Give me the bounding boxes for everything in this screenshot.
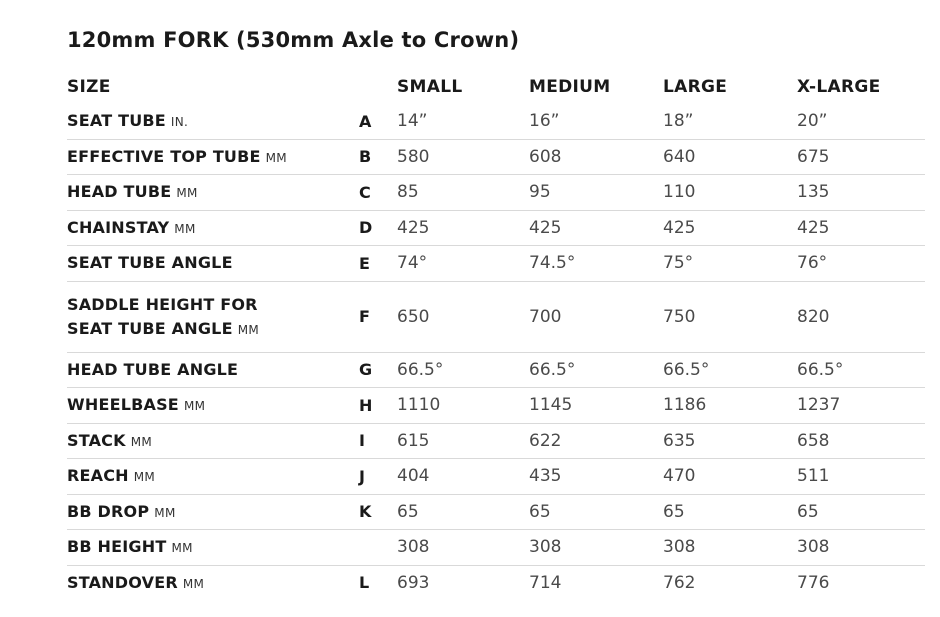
row-label: STANDOVER [67, 572, 178, 592]
value-x-large: 65 [797, 501, 819, 522]
value-large: 1186 [663, 395, 707, 416]
value-x-large: 776 [797, 572, 830, 593]
value-small: 65 [397, 501, 419, 522]
row-label: REACH [67, 466, 129, 486]
row-letter: K [359, 502, 372, 522]
row-unit: MM [171, 541, 193, 556]
row-unit: MM [182, 576, 205, 591]
table-row [67, 175, 925, 211]
value-x-large: 20” [797, 111, 828, 132]
table-row [67, 565, 925, 600]
value-medium: 308 [529, 537, 562, 558]
row-label: HEAD TUBE ANGLE [67, 359, 239, 379]
value-large: 65 [663, 501, 685, 522]
row-unit: MM [183, 399, 206, 414]
column-header-letter [359, 70, 397, 104]
row-label-cell [67, 104, 359, 139]
row-label-cell [67, 494, 359, 530]
value-small: 650 [397, 306, 430, 327]
value-medium: 622 [529, 430, 562, 451]
row-label: BB HEIGHT [67, 537, 167, 557]
row-label: STACK [67, 430, 126, 450]
table-row [67, 388, 925, 424]
row-label-cell [67, 565, 359, 600]
value-small: 404 [397, 466, 430, 487]
row-unit: MM [237, 322, 260, 337]
geometry-table [67, 70, 925, 600]
table-row [67, 246, 925, 282]
value-small: 580 [397, 146, 430, 167]
value-x-large: 658 [797, 430, 830, 451]
row-label-cell [67, 210, 359, 246]
value-medium: 608 [529, 146, 562, 167]
row-label: CHAINSTAY [67, 217, 170, 237]
row-label-cell [67, 281, 359, 352]
row-label: SADDLE HEIGHT FOR [67, 294, 258, 314]
value-large: 75° [663, 253, 694, 274]
table-row [67, 352, 925, 388]
column-header-small: SMALL [397, 77, 463, 97]
column-header-medium: MEDIUM [529, 77, 611, 97]
column-header-large: LARGE [663, 77, 728, 97]
row-unit: MM [130, 434, 153, 449]
value-large: 308 [663, 537, 696, 558]
row-label-cell [67, 246, 359, 282]
value-small: 615 [397, 430, 430, 451]
row-letter: J [359, 466, 365, 486]
value-medium: 714 [529, 572, 562, 593]
table-row [67, 104, 925, 139]
value-small: 74° [397, 253, 428, 274]
value-medium: 66.5° [529, 359, 576, 380]
value-medium: 74.5° [529, 253, 576, 274]
value-medium: 425 [529, 217, 562, 238]
row-letter: D [359, 218, 373, 238]
value-small: 308 [397, 537, 430, 558]
row-letter: A [359, 111, 372, 131]
value-large: 18” [663, 111, 694, 132]
value-x-large: 425 [797, 217, 830, 238]
row-letter: H [359, 395, 373, 415]
row-unit: MM [176, 186, 198, 201]
row-label-cell [67, 139, 359, 175]
row-letter: B [359, 147, 372, 167]
row-label-cell [67, 423, 359, 459]
row-label: BB DROP [67, 501, 150, 521]
table-row [67, 210, 925, 246]
value-large: 762 [663, 572, 696, 593]
row-label-cell [67, 352, 359, 388]
value-large: 470 [663, 466, 696, 487]
table-row [67, 459, 925, 495]
value-x-large: 675 [797, 146, 830, 167]
table-row [67, 281, 925, 352]
row-letter: F [359, 307, 370, 326]
row-unit: MM [174, 221, 196, 236]
page-title: 120mm FORK (530mm Axle to Crown) [67, 28, 520, 52]
table-row [67, 423, 925, 459]
row-letter: I [359, 431, 365, 451]
value-large: 66.5° [663, 359, 710, 380]
row-letter: L [359, 573, 370, 593]
value-large: 635 [663, 430, 696, 451]
table-row [67, 139, 925, 175]
value-medium: 16” [529, 111, 560, 132]
value-small: 85 [397, 182, 419, 203]
value-x-large: 135 [797, 182, 830, 203]
row-unit: IN. [170, 115, 189, 130]
table-header-row [67, 70, 925, 104]
row-label-cell [67, 530, 359, 566]
value-x-large: 511 [797, 466, 830, 487]
value-medium: 65 [529, 501, 551, 522]
row-label: WHEELBASE [67, 395, 179, 415]
row-unit: MM [133, 470, 156, 485]
value-medium: 435 [529, 466, 562, 487]
row-unit: MM [154, 505, 176, 520]
value-small: 693 [397, 572, 430, 593]
value-medium: 1145 [529, 395, 573, 416]
value-large: 110 [663, 182, 696, 203]
table-row [67, 494, 925, 530]
row-label: EFFECTIVE TOP TUBE [67, 146, 261, 166]
row-label: SEAT TUBE [67, 111, 166, 131]
value-small: 1110 [397, 395, 441, 416]
column-header-x-large: X-LARGE [797, 77, 881, 97]
row-letter: E [359, 253, 370, 273]
value-x-large: 76° [797, 253, 828, 274]
value-large: 425 [663, 217, 696, 238]
row-label: SEAT TUBE ANGLE [67, 253, 233, 273]
value-x-large: 820 [797, 306, 830, 327]
value-small: 425 [397, 217, 430, 238]
value-medium: 700 [529, 306, 562, 327]
value-large: 750 [663, 306, 696, 327]
value-x-large: 66.5° [797, 359, 844, 380]
column-header-size: SIZE [67, 77, 111, 97]
row-letter: G [359, 360, 373, 380]
value-small: 66.5° [397, 359, 444, 380]
row-label-cell [67, 175, 359, 211]
row-label-cell [67, 388, 359, 424]
row-label: HEAD TUBE [67, 182, 172, 202]
row-unit: MM [265, 150, 287, 165]
row-label-cell [67, 459, 359, 495]
row-label-line2: SEAT TUBE ANGLE [67, 318, 233, 338]
row-letter [359, 530, 397, 566]
value-large: 640 [663, 146, 696, 167]
value-medium: 95 [529, 182, 551, 203]
row-letter: C [359, 182, 371, 202]
table-row [67, 530, 925, 566]
value-x-large: 308 [797, 537, 830, 558]
value-x-large: 1237 [797, 395, 841, 416]
value-small: 14” [397, 111, 428, 132]
